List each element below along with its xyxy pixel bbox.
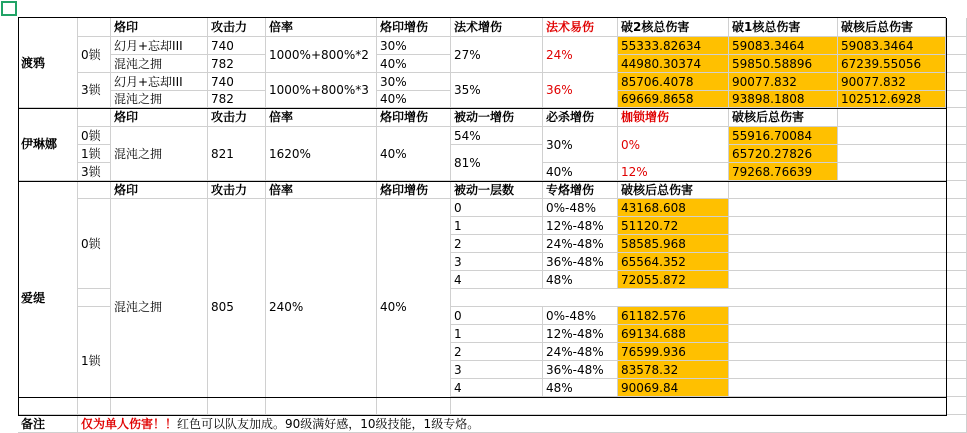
brand-cell: 幻月+忘却III [111,73,208,91]
stack-count-cell: 4 [451,271,543,289]
lock-label: 3锁 [78,163,111,181]
spell-vuln-cell: 24% [543,37,618,73]
exclusive-boost-cell: 12%-48% [543,217,618,235]
passive-boost-cell: 54% [451,127,543,145]
stack-count-cell: 2 [451,343,543,361]
column-header: 倍率 [266,18,377,37]
lock-label: 3锁 [78,73,111,108]
empty-cell [729,379,967,397]
brand-boost-cell: 40% [377,91,451,108]
brand-cell: 混沌之拥 [111,127,208,181]
column-header: 倍率 [266,108,377,127]
column-header: 被动一增伤 [451,108,543,127]
chain-boost-cell: 0% [618,127,729,163]
brand-boost-cell: 30% [377,37,451,55]
stack-count-cell: 0 [451,199,543,217]
column-header: 破1核总伤害 [729,18,838,37]
lock-label: 0锁 [78,127,111,145]
damage-broken-cell: 69134.688 [618,325,729,343]
stack-count-cell: 3 [451,361,543,379]
damage-break1-cell: 90077.832 [729,73,838,91]
brand-boost-cell: 40% [377,55,451,73]
lock-label: 1锁 [78,145,111,163]
section-border [18,18,19,416]
attack-cell: 740 [208,73,266,91]
column-header: 烙印 [111,18,208,37]
brand-boost-cell: 40% [377,127,451,181]
empty-row [78,397,967,415]
damage-broken-cell: 79268.76639 [729,163,838,181]
damage-broken-cell: 61182.576 [618,307,729,325]
stack-count-cell: 3 [451,253,543,271]
stack-count-cell: 4 [451,379,543,397]
damage-broken-cell: 90077.832 [838,73,946,91]
empty-cell [729,325,967,343]
column-header: 破核后总伤害 [729,108,838,127]
column-header: 烙印 [111,108,208,127]
empty-cell [946,37,967,55]
attack-cell: 782 [208,55,266,73]
empty-cell [729,253,967,271]
damage-break1-cell: 59850.58896 [729,55,838,73]
ult-boost-cell: 40% [543,163,618,181]
column-header: 必杀增伤 [543,108,618,127]
exclusive-boost-cell: 24%-48% [543,343,618,361]
character-name-aiti: 爱缇 [18,181,78,415]
damage-break1-cell: 93898.1808 [729,91,838,108]
damage-broken-cell: 67239.55056 [838,55,946,73]
stack-count-cell: 1 [451,325,543,343]
lock-label: 0锁 [78,199,111,289]
empty-cell [838,163,967,181]
column-header: 攻击力 [208,18,266,37]
character-name-dukuya: 渡鸦 [18,18,78,108]
attack-cell: 740 [208,37,266,55]
column-header: 法术易伤 [543,18,618,37]
empty-cell [946,91,967,108]
empty-cell [729,235,967,253]
exclusive-boost-cell: 24%-48% [543,235,618,253]
empty-cell [729,271,967,289]
spell-boost-cell: 35% [451,73,543,108]
note-label: 备注 [18,415,78,433]
empty-cell [729,361,967,379]
brand-cell: 混沌之拥 [111,199,208,415]
section-border [946,18,947,416]
spell-vuln-cell: 36% [543,73,618,108]
column-header: 破核后总伤害 [618,181,729,199]
empty-cell [729,199,967,217]
lock-label: 0锁 [78,37,111,73]
damage-broken-cell: 43168.608 [618,199,729,217]
section-border [18,397,946,398]
damage-broken-cell: 90069.84 [618,379,729,397]
multiplier-cell: 1620% [266,127,377,181]
exclusive-boost-cell: 0%-48% [543,307,618,325]
column-header: 破2核总伤害 [618,18,729,37]
damage-break2-cell: 55333.82634 [618,37,729,55]
stack-count-cell: 1 [451,217,543,235]
brand-boost-cell: 30% [377,73,451,91]
section-border [18,108,946,109]
section-border [18,181,946,182]
damage-broken-cell: 51120.72 [618,217,729,235]
exclusive-boost-cell: 36%-48% [543,361,618,379]
header-blank [78,108,111,127]
note-text: 红色可以队友加成。90级满好感，10级技能，1级专烙。 [177,416,480,431]
note-warning: 仅为单人伤害！！ [81,416,178,431]
spacer-cell [78,289,111,307]
exclusive-boost-cell: 48% [543,379,618,397]
header-blank [78,18,111,37]
column-header: 破核后总伤害 [838,18,946,37]
damage-broken-cell: 65720.27826 [729,145,838,163]
empty-cell [729,307,967,325]
multiplier-cell: 240% [266,199,377,415]
empty-cell [729,181,967,199]
lock-label: 1锁 [78,307,111,415]
brand-cell: 幻月+忘却III [111,37,208,55]
brand-cell: 混沌之拥 [111,55,208,73]
stack-count-cell: 0 [451,307,543,325]
damage-break2-cell: 85706.4078 [618,73,729,91]
section-border [18,415,946,416]
damage-broken-cell: 55916.70084 [729,127,838,145]
exclusive-boost-cell: 36%-48% [543,253,618,271]
damage-broken-cell: 83578.32 [618,361,729,379]
empty-cell [838,108,967,127]
multiplier-cell: 1000%+800%*2 [266,37,377,73]
empty-cell [946,18,967,37]
note-content [78,415,967,433]
empty-cell [838,145,967,163]
column-header: 专烙增伤 [543,181,618,199]
damage-broken-cell: 65564.352 [618,253,729,271]
ult-boost-cell: 30% [543,127,618,163]
column-header: 烙印增伤 [377,18,451,37]
character-name-irena: 伊琳娜 [18,108,78,181]
empty-cell [729,217,967,235]
header-blank [78,181,111,199]
damage-broken-cell: 59083.3464 [838,37,946,55]
brand-cell: 混沌之拥 [111,91,208,108]
exclusive-boost-cell: 12%-48% [543,325,618,343]
damage-break2-cell: 69669.8658 [618,91,729,108]
select-all-corner[interactable] [1,1,17,16]
empty-cell [729,343,967,361]
chain-boost-cell: 12% [618,163,729,181]
attack-cell: 805 [208,199,266,415]
empty-cell [946,73,967,91]
damage-break1-cell: 59083.3464 [729,37,838,55]
column-header: 烙印增伤 [377,108,451,127]
brand-boost-cell: 40% [377,199,451,415]
column-header: 被动一层数 [451,181,543,199]
damage-broken-cell: 102512.6928 [838,91,946,108]
damage-break2-cell: 44980.30374 [618,55,729,73]
column-header: 攻击力 [208,181,266,199]
empty-cell [946,55,967,73]
passive-boost-cell: 81% [451,145,543,181]
damage-broken-cell: 58585.968 [618,235,729,253]
exclusive-boost-cell: 0%-48% [543,199,618,217]
column-header: 枷锁增伤 [618,108,729,127]
column-header: 烙印 [111,181,208,199]
column-header: 倍率 [266,181,377,199]
multiplier-cell: 1000%+800%*3 [266,73,377,108]
spell-boost-cell: 27% [451,37,543,73]
exclusive-boost-cell: 48% [543,271,618,289]
attack-cell: 821 [208,127,266,181]
column-header: 烙印增伤 [377,181,451,199]
column-header: 法术增伤 [451,18,543,37]
column-header: 攻击力 [208,108,266,127]
spacer-row [451,289,967,307]
empty-cell [838,127,967,145]
damage-broken-cell: 72055.872 [618,271,729,289]
section-border [18,17,946,18]
stack-count-cell: 2 [451,235,543,253]
damage-broken-cell: 76599.936 [618,343,729,361]
attack-cell: 782 [208,91,266,108]
